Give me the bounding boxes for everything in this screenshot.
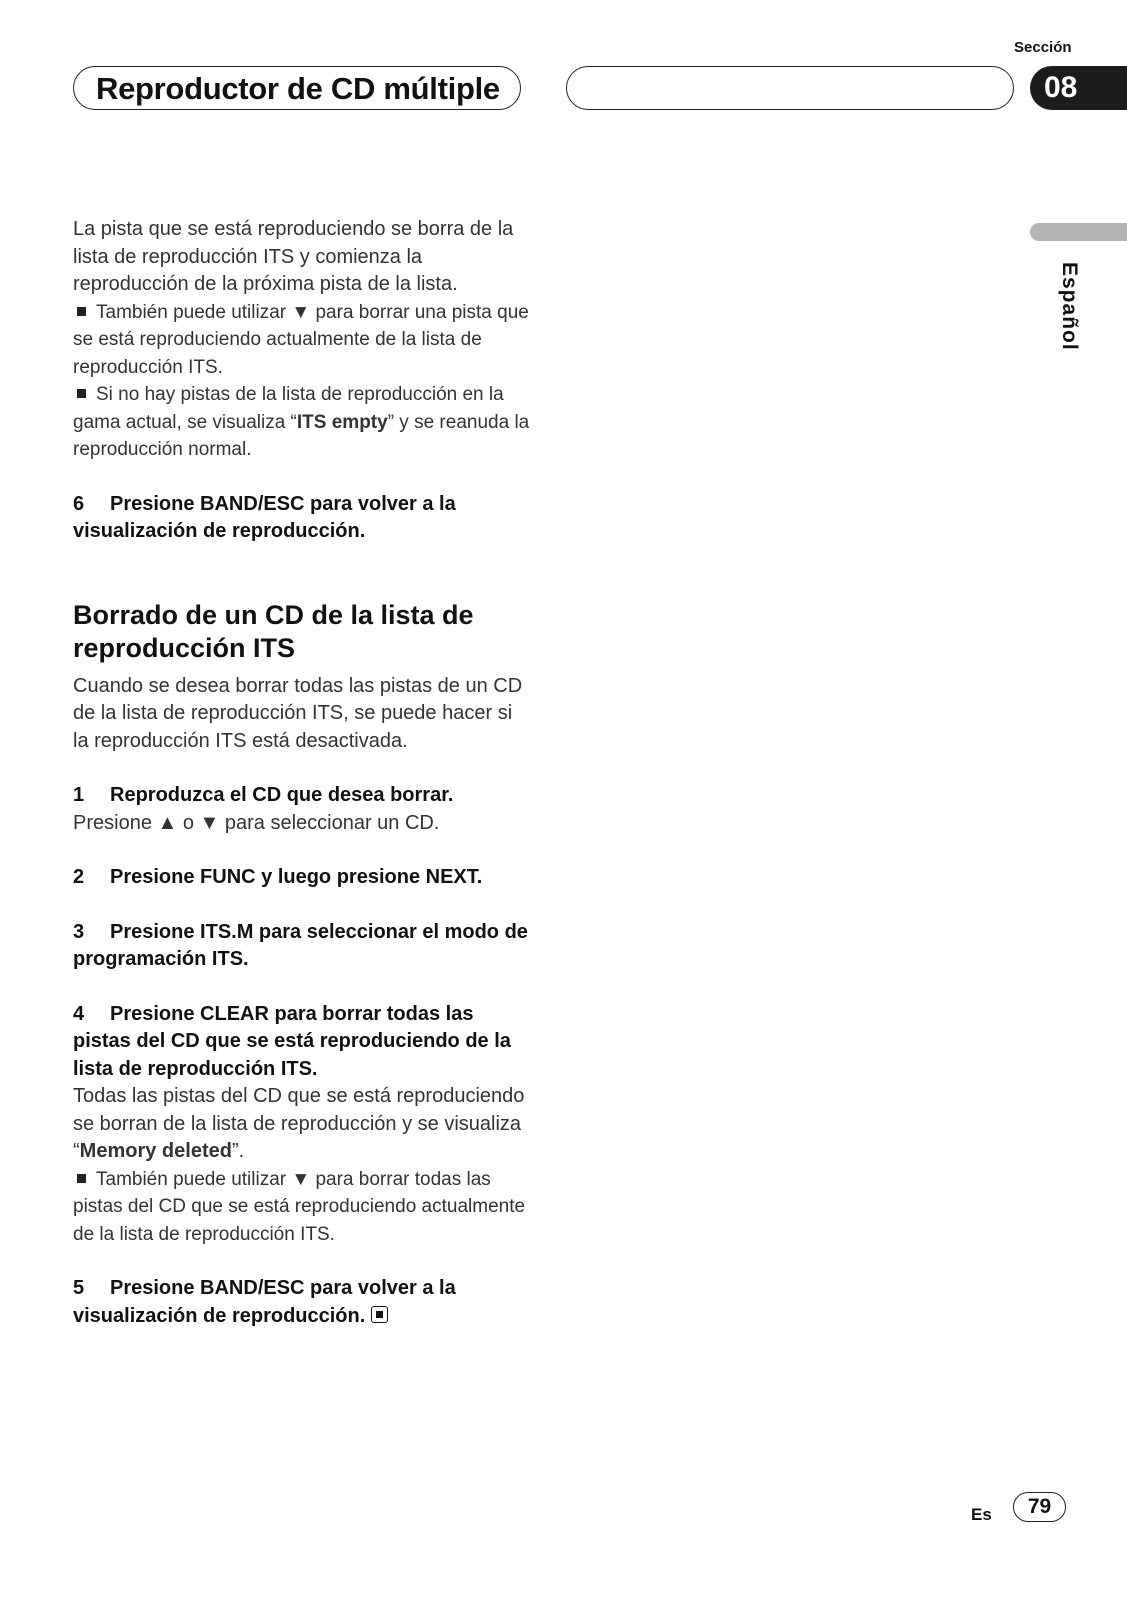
page-number: 79 bbox=[1027, 1495, 1052, 1518]
intro-paragraph: La pista que se está reproduciendo se borra de la lista de reproducción ITS y comienza la reproducción de la próxima pista de la lista. bbox=[73, 218, 514, 295]
step-4-text: Presione CLEAR para borrar todas las pistas del CD que se está reproduciendo de la lista de reproducción ITS. bbox=[73, 1002, 511, 1080]
bullet-icon bbox=[77, 307, 86, 316]
note-2 bbox=[73, 381, 533, 464]
language-tab bbox=[1030, 223, 1127, 241]
section-number: 08 bbox=[1044, 71, 1078, 104]
step-1 bbox=[73, 782, 533, 810]
step-4 bbox=[73, 1001, 533, 1084]
step-6 bbox=[73, 491, 533, 546]
step-3-text: Presione ITS.M para seleccionar el modo de programación ITS. bbox=[73, 920, 528, 970]
chapter-title: Reproductor de CD múltiple bbox=[96, 71, 500, 106]
step-number: 2 bbox=[73, 866, 85, 888]
step-number: 3 bbox=[73, 920, 85, 943]
main-column bbox=[73, 216, 533, 1330]
step-4-desc bbox=[73, 1083, 533, 1166]
step-5 bbox=[73, 1275, 533, 1330]
display-message-memory-deleted: Memory deleted bbox=[79, 1140, 232, 1162]
page-number-pill bbox=[1013, 1492, 1066, 1522]
step-number: 1 bbox=[73, 784, 85, 806]
step-number: 4 bbox=[73, 1002, 85, 1025]
section-heading: Borrado de un CD de la lista de reproducción ITS bbox=[73, 599, 474, 663]
note-2-text-a: Si no hay pistas de la lista de reproducción en la gama actual, se visualiza “ bbox=[73, 384, 504, 433]
step-4-desc-a: Todas las pistas del CD que se está reproduciendo se borran de la lista de reproducción y se visualiza “ bbox=[73, 1085, 525, 1162]
footer-language-code: Es bbox=[971, 1505, 992, 1524]
step-4-desc-c: ”. bbox=[231, 1140, 245, 1162]
bullet-icon bbox=[77, 389, 86, 398]
step-6-text: Presione BAND/ESC para volver a la visualización de reproducción. bbox=[73, 492, 456, 542]
note-1-text: También puede utilizar ▼ para borrar una pista que se está reproduciendo actualmente de la lista de reproducción ITS. bbox=[73, 301, 529, 378]
end-mark-icon bbox=[371, 1306, 388, 1323]
step-2-text: Presione FUNC y luego presione NEXT. bbox=[110, 866, 483, 888]
step-2 bbox=[73, 864, 533, 892]
step-1-text: Reproduzca el CD que desea borrar. bbox=[110, 784, 454, 806]
section-label: Sección bbox=[1014, 39, 1072, 56]
step-3 bbox=[73, 919, 533, 974]
section-badge bbox=[1030, 66, 1127, 110]
note-3-text: También puede utilizar ▼ para borrar todas las pistas del CD que se está reproduciendo actualmente de la lista de reproducción ITS. bbox=[73, 1168, 526, 1245]
step-1-desc: Presione ▲ o ▼ para seleccionar un CD. bbox=[73, 811, 440, 834]
chapter-title-pill bbox=[73, 66, 521, 110]
note-2-text-c: ” y se reanuda la reproducción normal. bbox=[73, 411, 530, 460]
bullet-icon bbox=[77, 1174, 86, 1183]
step-number: 5 bbox=[73, 1277, 85, 1299]
section-intro: Cuando se desea borrar todas las pistas de un CD de la lista de reproducción ITS, se puede hacer si la reproducción ITS está desactivada. bbox=[73, 674, 523, 752]
step-number: 6 bbox=[73, 492, 85, 515]
display-message-its-empty: ITS empty bbox=[296, 411, 388, 433]
language-label: Español bbox=[1058, 262, 1081, 351]
note-1 bbox=[73, 299, 533, 382]
note-3 bbox=[73, 1166, 533, 1249]
header-blank-pill bbox=[566, 66, 1014, 110]
step-5-text: Presione BAND/ESC para volver a la visualización de reproducción. bbox=[73, 1277, 456, 1327]
